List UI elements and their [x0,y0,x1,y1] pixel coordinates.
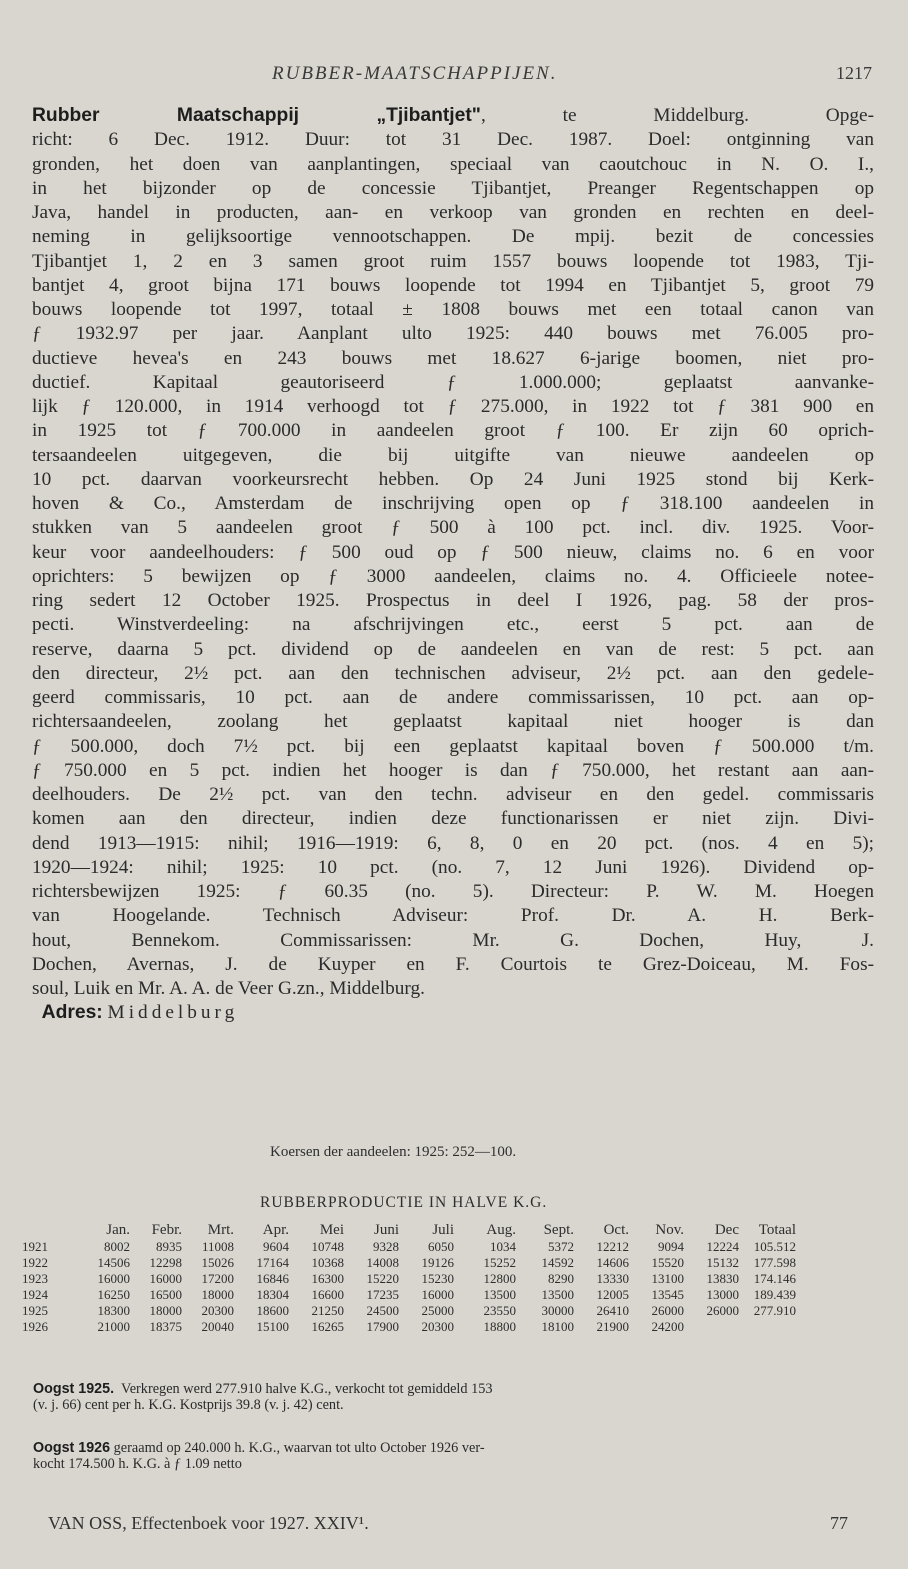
table-cell: 105.512 [753,1239,796,1254]
body-line: reserve, daarna 5 pct. dividend op de aandeelen en van de rest: 5 pct. aan [32,638,874,660]
table-cell: 26000 [706,1303,739,1318]
column-header: Aug. [486,1221,516,1238]
table-cell: 18000 [149,1303,182,1318]
table-cell: 24500 [366,1303,399,1318]
body-line-rest: , te Middelburg. Opge- [480,105,874,126]
column-header: Oct. [603,1221,629,1238]
table-cell: 18304 [256,1287,289,1302]
table-cell: 16250 [97,1287,130,1302]
table-cell: 177.598 [753,1255,796,1270]
table-cell: 25000 [421,1303,454,1318]
share-prices: Koersen der aandeelen: 1925: 252—100. [270,1144,517,1160]
body-line: 1920—1924: nihil; 1925: 10 pct. (no. 7, 12 Juni 1926). Dividend op- [32,856,874,878]
footer-source: VAN OSS, Effectenboek voor 1927. XXIV¹. [48,1513,369,1533]
table-cell: 18100 [541,1319,574,1334]
table-cell: 9094 [658,1239,684,1254]
body-line: keur voor aandeelhouders: ƒ 500 oud op ƒ 500 nieuw, claims no. 6 en voor [32,541,874,563]
table-cell: 13500 [483,1287,516,1302]
harvest-1926-text: geraamd op 240.000 h. K.G., waarvan tot ulto October 1926 ver- [113,1440,485,1456]
body-line: stukken van 5 aandeelen groot ƒ 500 à 100 pct. incl. div. 1925. Voor- [32,517,874,539]
footer-sheet-number: 77 [830,1513,848,1533]
table-cell: 21000 [97,1319,130,1334]
table-cell: 15252 [483,1255,516,1270]
table-cell: 13545 [651,1287,684,1302]
table-cell: 20040 [201,1319,234,1334]
table-cell: 18300 [97,1303,130,1318]
table-cell: 174.146 [753,1271,796,1286]
table-cell: 15100 [256,1319,289,1334]
harvest-1925-label: Oogst 1925. [33,1381,115,1397]
table-cell: 16300 [311,1271,344,1286]
table-cell: 15026 [201,1255,234,1270]
table-cell: 16846 [256,1271,289,1286]
table-header-row [22,1221,796,1239]
table-row [22,1271,796,1287]
body-line [32,104,874,128]
table-cell: 18375 [149,1319,182,1334]
table-cell: 16000 [149,1271,182,1286]
harvest-1926-line1 [33,1440,485,1456]
body-line: oprichters: 5 bewijzen op ƒ 3000 aandeelen, claims no. 4. Officieele notee- [32,565,874,587]
address-value: Middelburg [107,1002,239,1024]
body-line: ƒ 750.000 en 5 pct. indien het hooger is dan ƒ 750.000, het restant aan aan- [32,759,874,781]
table-cell: 1034 [490,1239,516,1254]
table-cell: 12212 [596,1239,629,1254]
table-cell: 277.910 [753,1303,796,1318]
table-cell: 19126 [421,1255,454,1270]
table-cell: 17200 [201,1271,234,1286]
harvest-1925-line1 [33,1381,493,1397]
table-row [22,1303,796,1319]
body-line: deelhouders. De 2½ pct. van den techn. adviseur en den gedel. commissaris [32,784,874,805]
table-cell: 12005 [596,1287,629,1302]
table-cell: 18800 [483,1319,516,1334]
body-line: lijk ƒ 120.000, in 1914 verhoogd tot ƒ 275.000, in 1922 tot ƒ 381 900 en [32,396,874,417]
table-cell: 6050 [428,1239,454,1254]
row-year: 1921 [22,1239,48,1254]
table-cell: 14592 [541,1255,574,1270]
table-cell: 16500 [149,1287,182,1302]
body-line: den directeur, 2½ pct. aan den technischen adviseur, 2½ pct. aan den gedele- [32,662,874,684]
table-cell: 15520 [651,1255,684,1270]
table-cell: 13830 [706,1271,739,1286]
table-cell: 12224 [706,1239,739,1254]
table-cell: 10748 [311,1239,344,1254]
table-cell [684,1319,739,1335]
table-cell: 15132 [706,1255,739,1270]
table-cell: 21250 [311,1303,344,1318]
body-line: pecti. Winstverdeeling: na afschrijvingen etc., eerst 5 pct. aan de [32,614,874,636]
harvest-1925-line2: (v. j. 66) cent per h. K.G. Kostprijs 39.8 (v. j. 42) cent. [33,1397,344,1413]
body-line: bouws loopende tot 1997, totaal ± 1808 bouws met een totaal canon van [32,299,874,320]
body-line: bantjet 4, groot bijna 171 bouws loopende tot 1994 en Tjibantjet 5, groot 79 [32,274,874,296]
table-cell: 18000 [201,1287,234,1302]
table-cell: 8935 [156,1239,182,1254]
table-cell: 17900 [366,1319,399,1334]
row-year: 1924 [22,1287,48,1302]
table-cell: 16000 [97,1271,130,1286]
address-label: Adres: [41,1002,103,1024]
table-cell: 13000 [706,1287,739,1302]
table-cell: 12298 [149,1255,182,1270]
column-header: Jan. [106,1221,130,1238]
column-header: Juni [373,1221,399,1238]
production-table-title: RUBBERPRODUCTIE IN HALVE K.G. [260,1194,548,1211]
table-header-year [22,1221,66,1239]
harvest-1926-line2: kocht 174.500 h. K.G. à ƒ 1.09 netto [33,1456,242,1472]
table-row [22,1319,796,1335]
body-line: gronden, het doen van aanplantingen, speciaal van caoutchouc in N. O. I., [32,153,874,175]
table-row [22,1239,796,1255]
table-cell: 30000 [541,1303,574,1318]
production-table-body [22,1239,796,1335]
table-cell: 13500 [541,1287,574,1302]
table-cell: 18600 [256,1303,289,1318]
table-row [22,1255,796,1271]
column-header: Mei [319,1221,344,1238]
column-header: Apr. [262,1221,289,1238]
table-cell: 13330 [596,1271,629,1286]
harvest-1925-text: Verkregen werd 277.910 halve K.G., verkocht tot gemiddeld 153 [120,1381,493,1397]
table-row [22,1287,796,1303]
table-cell: 16265 [311,1319,344,1334]
table-cell: 17164 [256,1255,289,1270]
running-title: RUBBER-MAATSCHAPPIJEN. [272,63,558,84]
table-cell: 20300 [421,1319,454,1334]
body-line: soul, Luik en Mr. A. A. de Veer G.zn., Middelburg. [32,978,425,999]
body-line: ring sedert 12 October 1925. Prospectus in deel I 1926, pag. 58 der pros- [32,590,874,611]
body-line: dend 1913—1915: nihil; 1916—1919: 6, 8, 0 en 20 pct. (nos. 4 en 5); [32,832,874,854]
company-name: Rubber Maatschappij „Tjibantjet" [32,105,481,126]
body-line: richtersbewijzen 1925: ƒ 60.35 (no. 5). Directeur: P. W. M. Hoegen [32,881,874,902]
table-cell: 14506 [97,1255,130,1270]
table-cell: 189.439 [753,1287,796,1302]
table-cell: 8002 [104,1239,130,1254]
body-line: komen aan den directeur, indien deze functionarissen er niet zijn. Divi- [32,808,874,830]
page-header [0,63,908,89]
body-line: van Hoogelande. Technisch Adviseur: Prof. Dr. A. H. Berk- [32,905,874,927]
body-line: ductieve hevea's en 243 bouws met 18.627 6-jarige boomen, niet pro- [32,347,874,369]
table-cell: 9328 [373,1239,399,1254]
body-line: richtersaandeelen, zoolang het geplaatst kapitaal niet hooger is dan [32,711,874,733]
body-line: Dochen, Avernas, J. de Kuyper en F. Courtois te Grez-Doiceau, M. Fos- [32,953,874,975]
table-cell [739,1319,796,1335]
table-cell: 5372 [548,1239,574,1254]
column-header: Totaal [758,1221,796,1238]
row-year: 1926 [22,1319,48,1334]
body-line: geerd commissaris, 10 pct. aan de andere commissarissen, 10 pct. aan op- [32,687,874,708]
table-cell: 9604 [263,1239,289,1254]
table-cell: 16000 [421,1287,454,1302]
table-cell: 8290 [548,1271,574,1286]
row-year: 1925 [22,1303,48,1318]
harvest-1926-label: Oogst 1926 [33,1440,111,1456]
table-cell: 23550 [483,1303,516,1318]
table-cell: 11008 [201,1239,234,1254]
column-header: Juli [432,1221,454,1238]
table-cell: 10368 [311,1255,344,1270]
table-cell: 16600 [311,1287,344,1302]
table-cell: 12800 [483,1271,516,1286]
column-header: Mrt. [207,1221,234,1238]
body-line: Java, handel in producten, aan- en verkoop van gronden en rechten en deel- [32,202,874,223]
page-footer [48,1513,878,1535]
table-cell: 26410 [596,1303,629,1318]
body-line: ƒ 500.000, doch 7½ pct. bij een geplaatst kapitaal boven ƒ 500.000 t/m. [32,735,874,757]
body-line: tersaandeelen uitgegeven, die bij uitgifte van nieuwe aandeelen op [32,444,874,466]
table-cell: 14606 [596,1255,629,1270]
table-cell: 24200 [651,1319,684,1334]
company-entry [32,104,874,1026]
production-table [22,1221,796,1335]
table-cell: 20300 [201,1303,234,1318]
row-year: 1922 [22,1255,48,1270]
body-line: ƒ 1932.97 per jaar. Aanplant ulto 1925: 440 bouws met 76.005 pro- [32,323,874,345]
address-line [32,1001,874,1025]
row-year: 1923 [22,1271,48,1286]
table-cell: 26000 [651,1303,684,1318]
table-cell: 15230 [421,1271,454,1286]
body-line: Tjibantjet 1, 2 en 3 samen groot ruim 1557 bouws loopende tot 1983, Tji- [32,250,874,272]
column-header: Febr. [151,1221,182,1238]
column-header: Dec [714,1221,739,1238]
body-line: in het bijzonder op de concessie Tjibantjet, Preanger Regentschappen op [32,177,874,199]
column-header: Sept. [543,1221,574,1238]
table-cell: 21900 [596,1319,629,1334]
body-line: richt: 6 Dec. 1912. Duur: tot 31 Dec. 1987. Doel: ontginning van [32,129,874,151]
body-line: neming in gelijksoortige vennootschappen. De mpij. bezit de concessies [32,226,874,248]
table-cell: 13100 [651,1271,684,1286]
table-cell: 15220 [366,1271,399,1286]
body-line: hout, Bennekom. Commissarissen: Mr. G. Dochen, Huy, J. [32,929,874,951]
table-cell: 17235 [366,1287,399,1302]
page-number: 1217 [836,63,872,83]
body-line: ductief. Kapitaal geautoriseerd ƒ 1.000.000; geplaatst aanvanke- [32,371,874,393]
body-line: 10 pct. daarvan voorkeursrecht hebben. Op 24 Juni 1925 stond bij Kerk- [32,468,874,490]
body-line: in 1925 tot ƒ 700.000 in aandeelen groot ƒ 100. Er zijn 60 oprich- [32,420,874,442]
column-header: Nov. [655,1221,684,1238]
table-cell: 14008 [366,1255,399,1270]
body-line: hoven & Co., Amsterdam de inschrijving open op ƒ 318.100 aandeelen in [32,493,874,514]
